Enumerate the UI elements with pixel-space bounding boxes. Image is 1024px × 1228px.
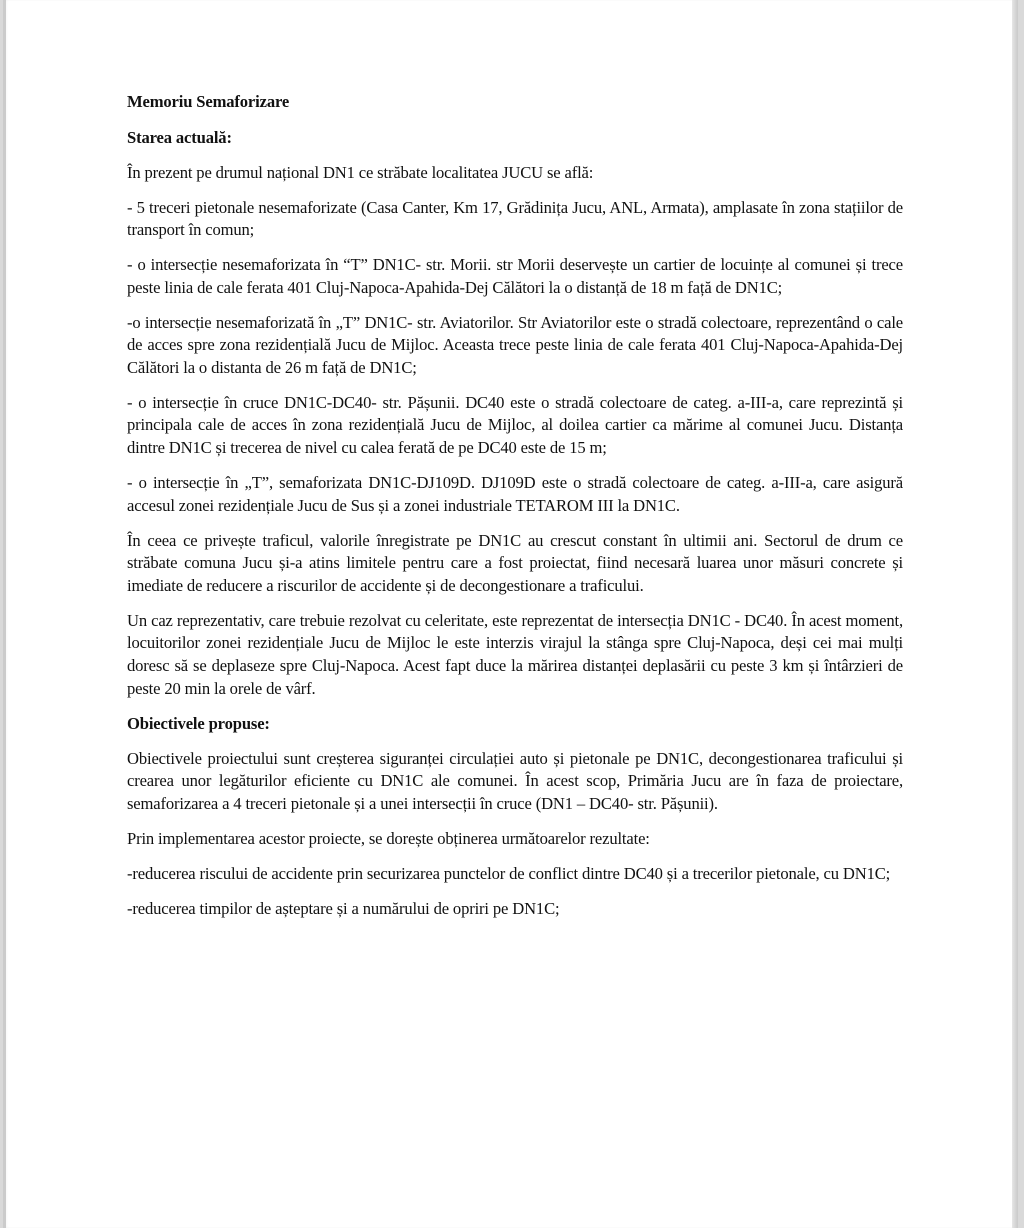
paragraph-intersection-dj109d: - o intersecție în „T”, semaforizata DN1C-DJ109D. DJ109D este o stradă colectoare de categ. a-III-a, care asigură accesul zonei rezidențiale Jucu de Sus și a zonei industriale TETAROM III la DN1C. (127, 473, 903, 515)
paragraph-result-waiting-times: -reducerea timpilor de așteptare și a numărului de opriri pe DN1C; (127, 898, 560, 918)
paragraph-intro: În prezent pe drumul național DN1 ce străbate localitatea JUCU se află: (127, 162, 594, 182)
paragraph-intersection-dc40: - o intersecție în cruce DN1C-DC40- str. Pășunii. DC40 este o stradă colectoare de categ. a-III-a, care reprezintă și principala cale de acces în zona rezidențială Jucu de Mijloc, al doilea cartier ca mărime al comunei Jucu. Distanța dintre DN1C și trecerea de nivel cu calea ferată de pe DC40 este de 15 m; (127, 392, 903, 458)
paragraph-pedestrian-crossings: - 5 treceri pietonale nesemaforizate (Casa Canter, Km 17, Grădinița Jucu, ANL, Armata), amplasate în zona stațiilor de transport în comun; (127, 197, 903, 240)
document-page (3, 0, 1018, 1228)
section-heading-objectives: Obiectivele propuse: (127, 713, 270, 733)
paragraph-objectives: Obiectivele proiectului sunt creșterea siguranței circulației auto și pietonale pe DN1C, decongestionarea traficului și crearea unor legăturilor eficiente cu DN1C ale comunei. În acest scop, Primăria Jucu are în faza de proiectare, semaforizarea a 4 treceri pietonale și a unei intersecții în cruce (DN1 – DC40- str. Pășunii). (127, 748, 903, 813)
page-left-edge (3, 0, 6, 1228)
page-right-edge (1012, 0, 1018, 1228)
paragraph-result-accident-risk: -reducerea riscului de accidente prin securizarea punctelor de conflict dintre DC40 și a trecerilor pietonale, cu DN1C; (127, 863, 891, 883)
paragraph-results-intro: Prin implementarea acestor proiecte, se dorește obținerea următoarelor rezultate: (127, 828, 650, 848)
document-body (127, 91, 903, 933)
paragraph-representative-case: Un caz reprezentativ, care trebuie rezolvat cu celeritate, este reprezentat de intersecția DN1C - DC40. În acest moment, locuitorilor zonei rezidențiale Jucu de Mijloc le este interzis virajul la stânga spre Cluj-Napoca, deși cei mai mulți doresc să se deplaseze spre Cluj-Napoca. Acest fapt duce la mărirea distanței deplasării cu peste 3 km și întârzieri de peste 20 min la orele de vârf. (127, 610, 903, 698)
section-heading-current-state: Starea actuală: (127, 127, 232, 147)
paragraph-intersection-aviatorilor: -o intersecție nesemaforizată în „T” DN1C- str. Aviatorilor. Str Aviatorilor este o stradă colectoare, reprezentând o cale de acces spre zona rezidențială Jucu de Mijloc. Aceasta trece peste linia de cale ferata 401 Cluj-Napoca-Apahida-Dej Călători la o distanta de 26 m față de DN1C; (127, 312, 903, 377)
paragraph-intersection-morii: - o intersecție nesemaforizata în “T” DN1C- str. Morii. str Morii deservește un cartier de locuințe al comunei și trece peste linia de cale ferata 401 Cluj-Napoca-Apahida-Dej Călători la o distanță de 18 m față de DN1C; (127, 255, 903, 297)
paragraph-traffic: În ceea ce privește traficul, valorile înregistrate pe DN1C au crescut constant în ultimii ani. Sectorul de drum ce străbate comuna Jucu și-a atins limitele pentru care a fost proiectat, fiind necesară luarea unor măsuri concrete și imediate de reducere a riscurilor de accidente și de decongestionare a traficului. (127, 530, 903, 595)
document-title: Memoriu Semaforizare (127, 92, 290, 111)
